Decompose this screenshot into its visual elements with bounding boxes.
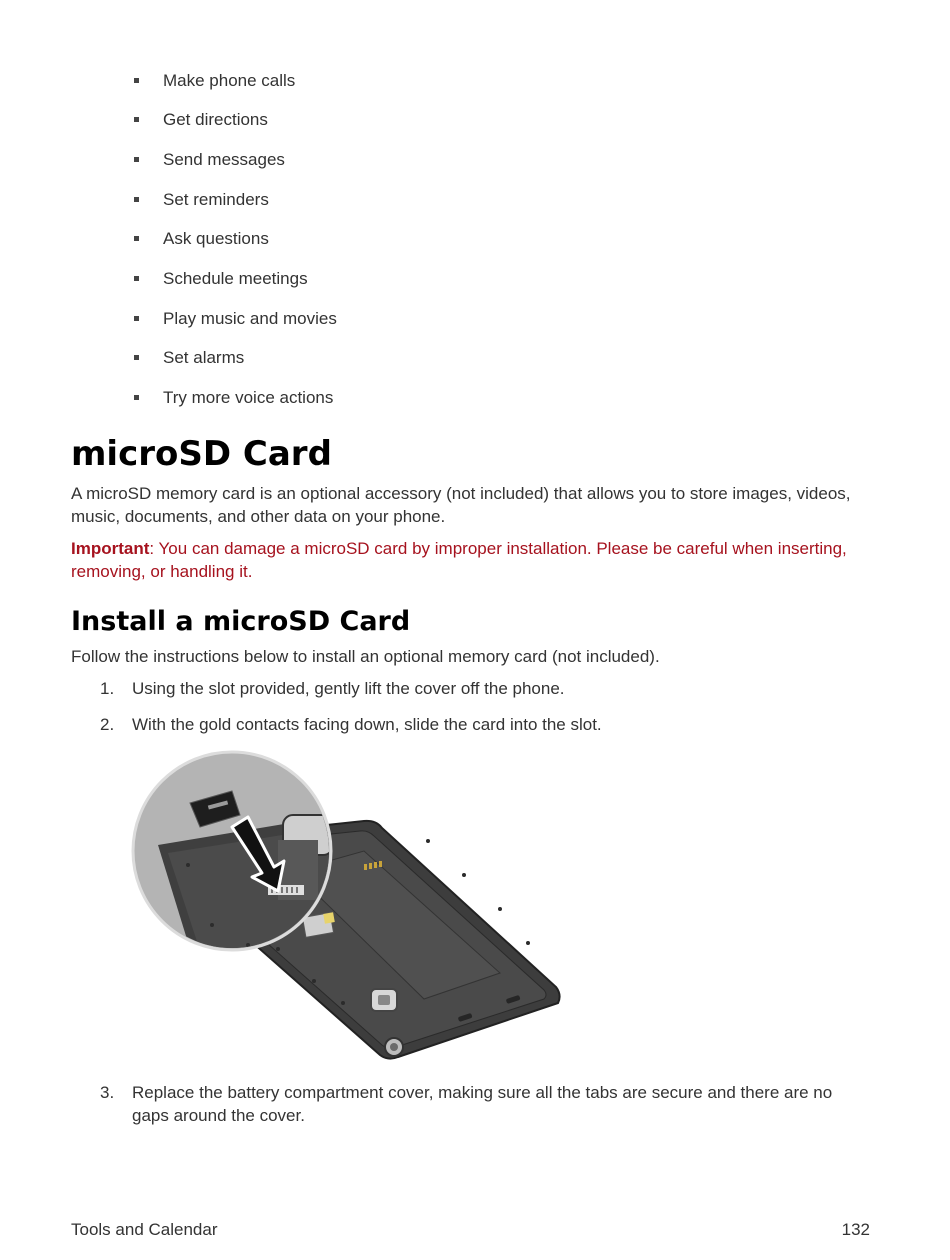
square-bullet-icon [134, 276, 139, 281]
step-number: 1. [100, 679, 115, 698]
subsection-title: Install a microSD Card [71, 606, 411, 637]
square-bullet-icon [134, 395, 139, 400]
section-intro: A microSD memory card is an optional accessory (not included) that allows you to store images, videos, music, documents, and other data on your phone. [71, 484, 851, 526]
square-bullet-icon [134, 197, 139, 202]
important-note [71, 537, 871, 583]
step-number: 3. [100, 1083, 115, 1102]
square-bullet-icon [134, 117, 139, 122]
phone-microsd-diagram [128, 745, 568, 1070]
square-bullet-icon [134, 157, 139, 162]
important-text: : You can damage a microSD card by improper installation. Please be careful when inserting, removing, or handling it. [71, 539, 847, 581]
square-bullet-icon [134, 236, 139, 241]
list-item-text: Make phone calls [163, 71, 296, 90]
square-bullet-icon [134, 316, 139, 321]
page-number: 132 [841, 1220, 870, 1239]
list-item-text: Set reminders [163, 190, 269, 209]
important-label: Important [71, 539, 150, 558]
step-number: 2. [100, 715, 115, 734]
step-text: Replace the battery compartment cover, making sure all the tabs are secure and there are no gaps around the cover. [132, 1083, 833, 1125]
list-item-text: Send messages [163, 150, 285, 169]
list-item-text: Play music and movies [163, 309, 337, 328]
square-bullet-icon [134, 78, 139, 83]
list-item-text: Get directions [163, 110, 268, 129]
square-bullet-icon [134, 355, 139, 360]
microsd-install-illustration [128, 745, 568, 1070]
step-text: Using the slot provided, gently lift the cover off the phone. [132, 679, 565, 698]
list-item-text: Set alarms [163, 348, 245, 367]
list-item-text: Try more voice actions [163, 388, 334, 407]
list-item-text: Schedule meetings [163, 269, 308, 288]
list-item-text: Ask questions [163, 229, 269, 248]
section-title: microSD Card [71, 434, 332, 474]
footer-section-name: Tools and Calendar [71, 1220, 218, 1239]
subsection-intro: Follow the instructions below to install an optional memory card (not included). [71, 647, 660, 666]
step-text: With the gold contacts facing down, slide the card into the slot. [132, 715, 602, 734]
